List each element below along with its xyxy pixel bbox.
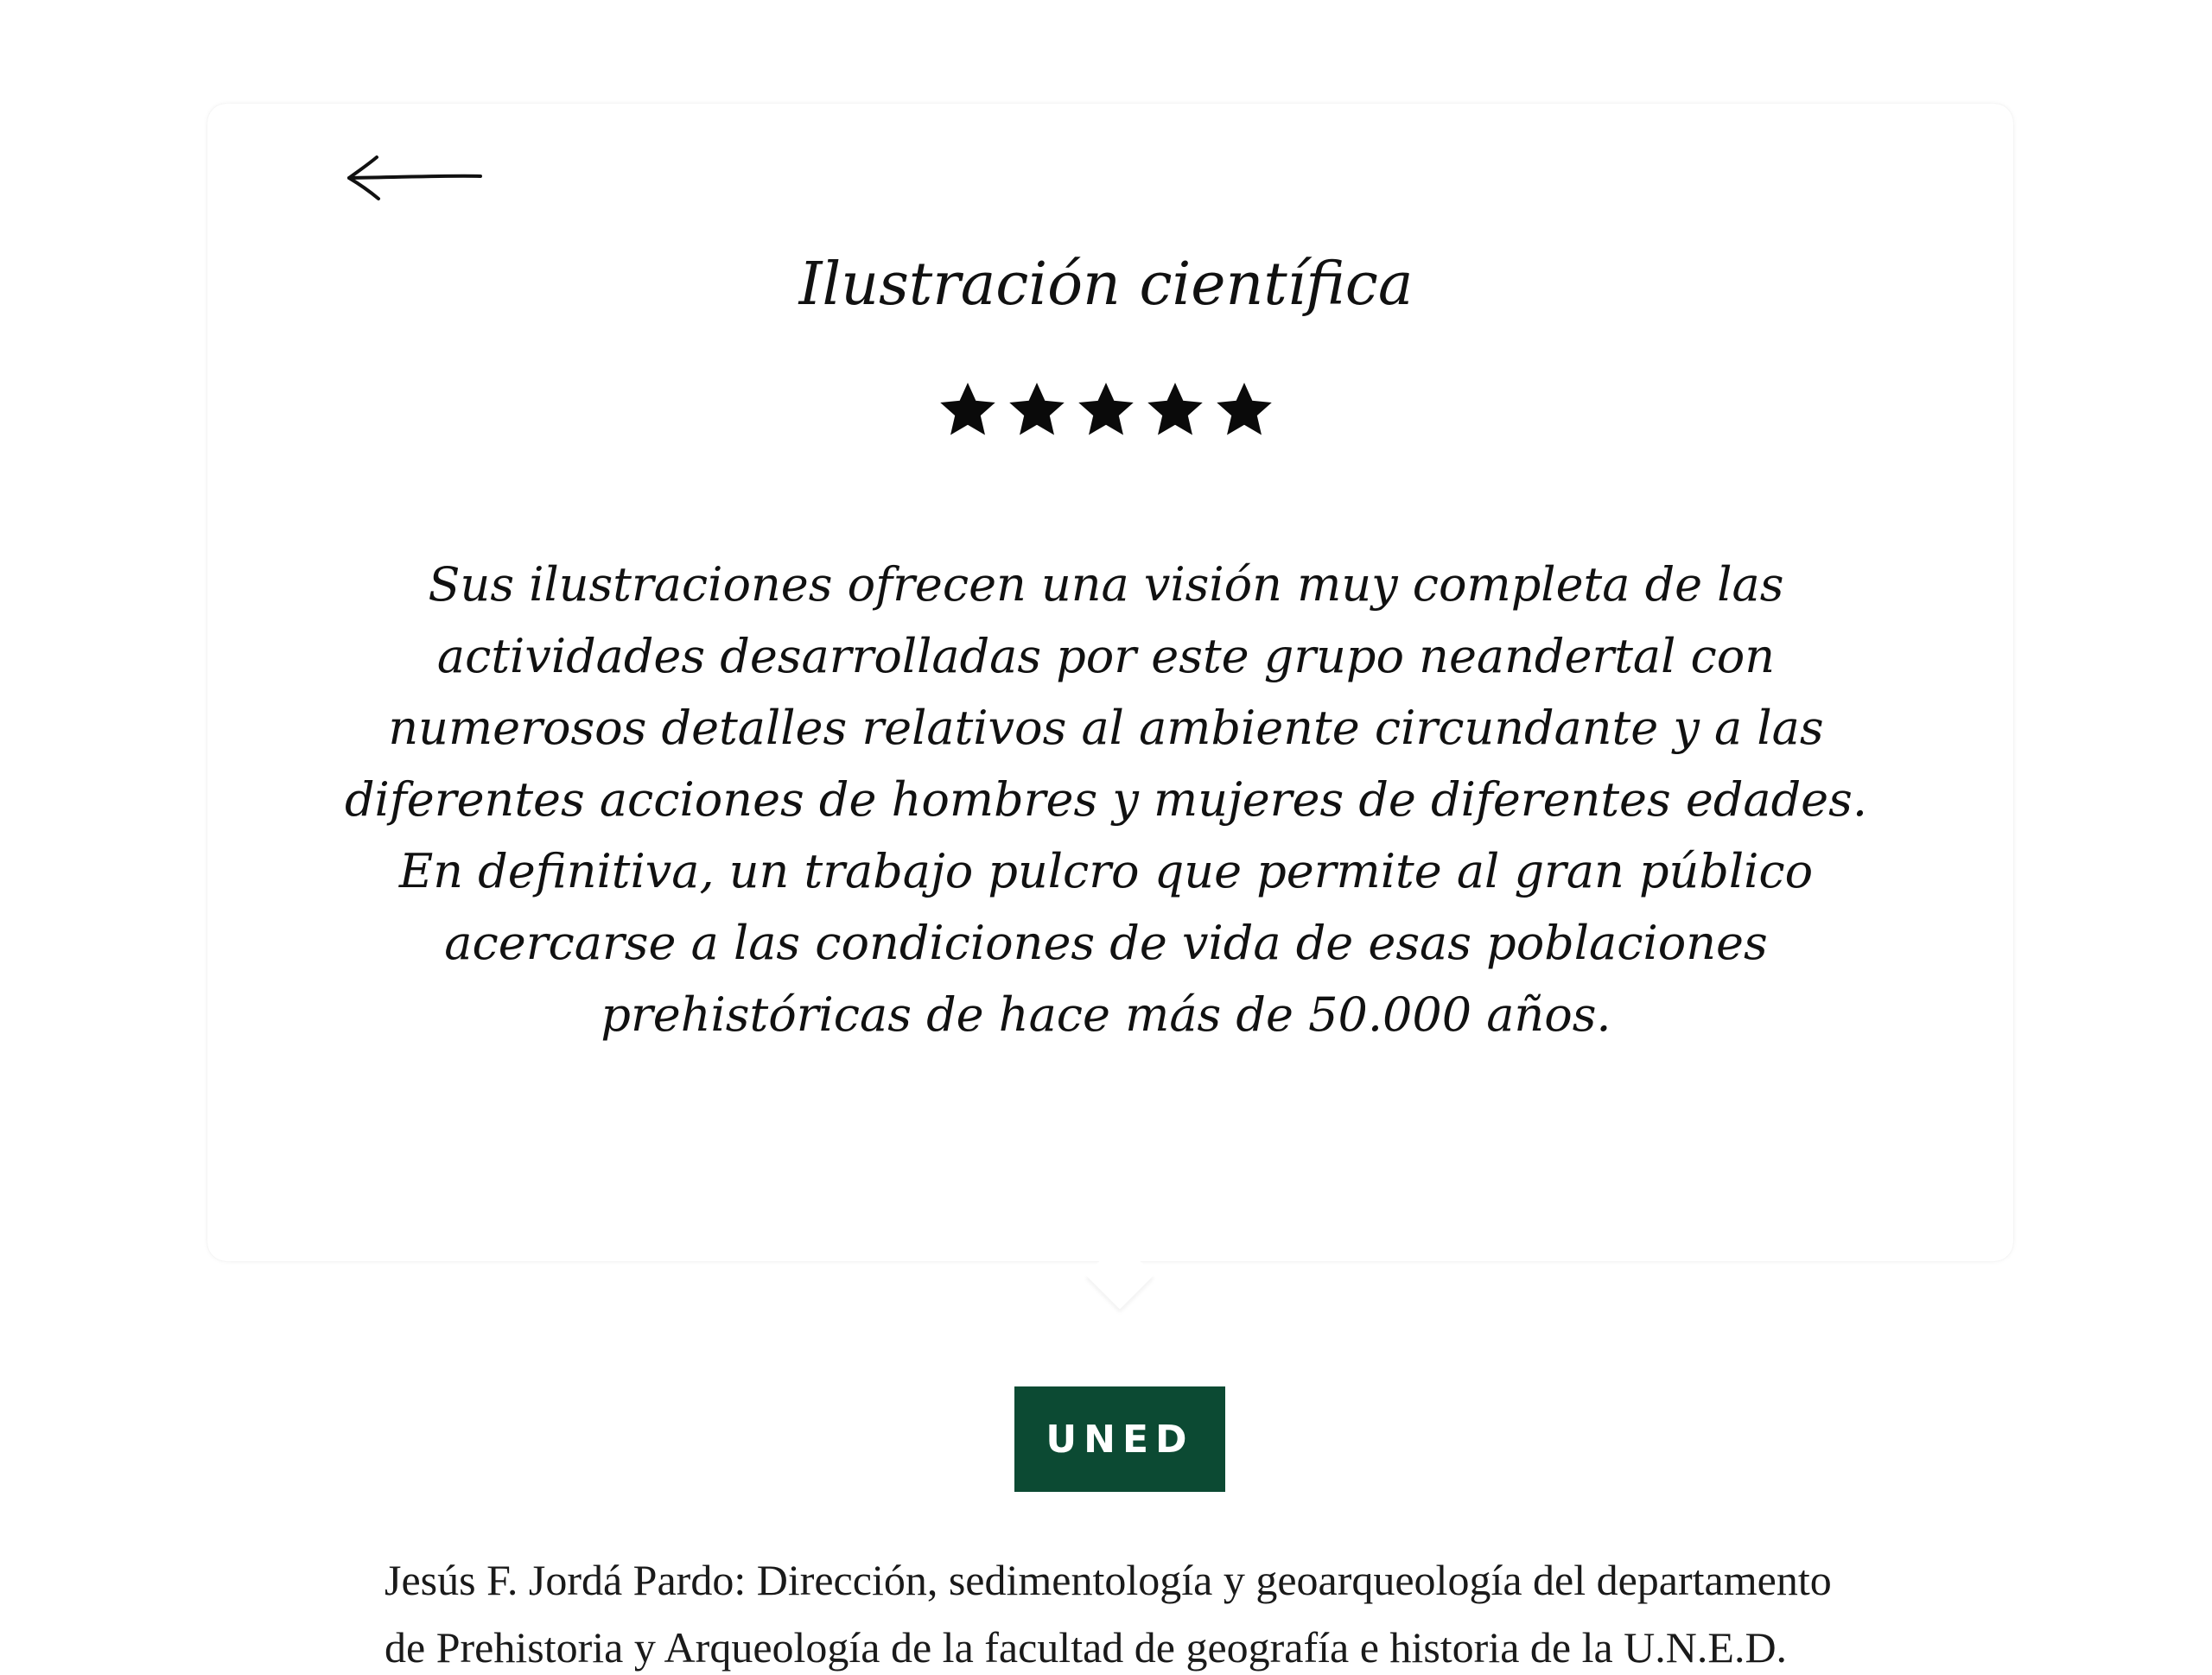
star-rating — [0, 380, 2212, 439]
credit-text — [385, 1546, 1974, 1675]
card-title: Ilustración científica — [798, 251, 1414, 319]
credit-line: Jesús F. Jordá Pardo: Dirección, sedimentología y geoarqueología del departamento — [385, 1556, 1832, 1604]
review-text — [311, 549, 1901, 1050]
star-icon — [1146, 380, 1205, 439]
arrow-left-icon — [337, 147, 493, 207]
star-icon — [938, 380, 997, 439]
review-paragraph: Sus ilustraciones ofrecen una visión muy completa de las actividades desarrolladas por este grupo neandertal con numerosos detalles relativos al ambiente circundante y a las diferentes acciones de hombres y mujeres de diferentes edades. — [344, 557, 1867, 827]
review-paragraph: En definitiva, un trabajo pulcro que permite al gran público acercarse a las condiciones de vida de esas poblaciones prehistóricas de hace más de 50.000 años. — [398, 844, 1814, 1042]
star-icon — [1215, 380, 1274, 439]
back-button[interactable] — [337, 147, 493, 207]
logo-text: UNED — [1046, 1417, 1194, 1462]
star-icon — [1007, 380, 1066, 439]
star-icon — [1077, 380, 1135, 439]
credit-line: de Prehistoria y Arqueología de la facultad de geografía e historia de la U.N.E.D. — [385, 1623, 1788, 1672]
uned-logo — [1014, 1386, 1225, 1492]
